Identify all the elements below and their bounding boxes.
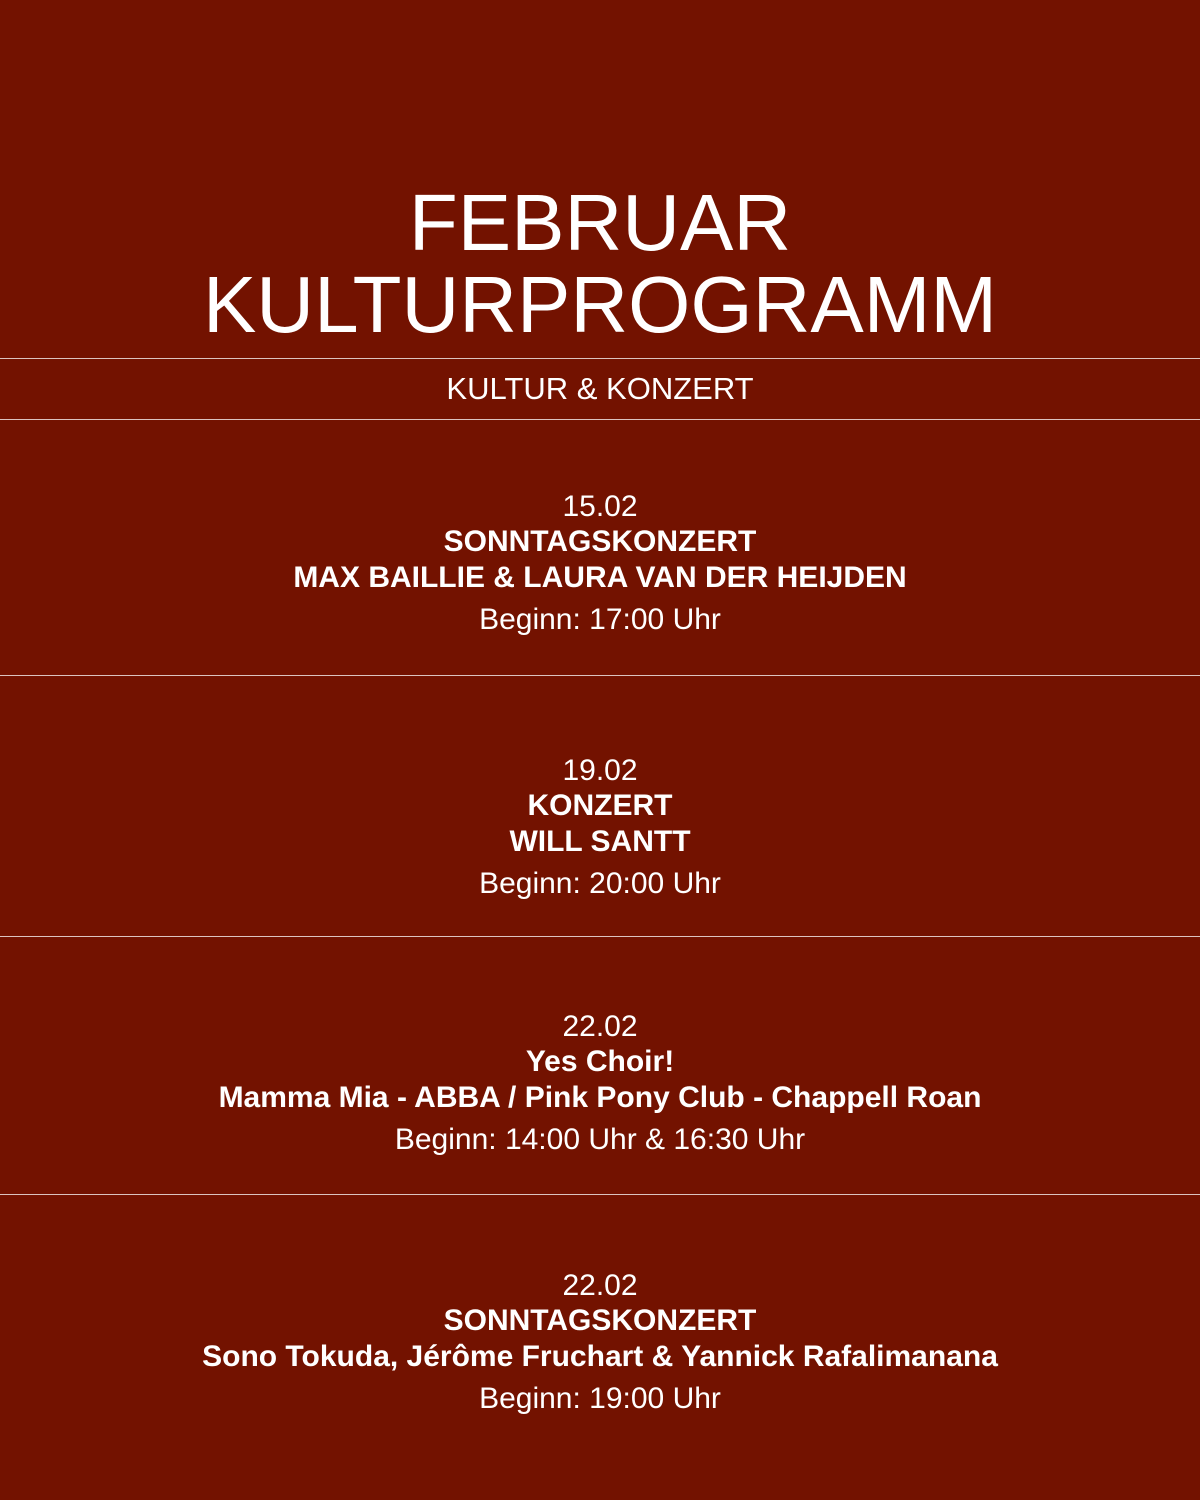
event-time: Beginn: 14:00 Uhr & 16:30 Uhr [394,1123,806,1156]
page-title [0,177,1200,349]
event-time: Beginn: 20:00 Uhr [479,867,721,900]
page-title-line-1: FEBRUAR [408,177,792,267]
event-performer: Mamma Mia - ABBA / Pink Pony Club - Chappell Roan [218,1081,982,1114]
event-item [0,1269,1200,1417]
event-item [0,754,1200,902]
event-date: 22.02 [562,1269,638,1302]
section-label: KULTUR & KONZERT [446,371,754,406]
divider [0,419,1200,420]
page-title-line-2: KULTURPROGRAMM [202,259,998,349]
event-date: 15.02 [562,490,638,523]
event-performer: Sono Tokuda, Jérôme Fruchart & Yannick Rafalimanana [202,1340,998,1373]
event-date: 19.02 [562,754,638,787]
event-performer: WILL SANTT [509,825,691,858]
divider [0,358,1200,359]
event-name: Yes Choir! [525,1045,675,1078]
divider [0,1194,1200,1195]
event-item [0,1010,1200,1158]
event-name: SONNTAGSKONZERT [443,1304,757,1337]
event-performer: MAX BAILLIE & LAURA VAN DER HEIJDEN [293,561,907,594]
event-name: SONNTAGSKONZERT [443,525,757,558]
divider [0,936,1200,937]
event-date: 22.02 [562,1010,638,1043]
event-time: Beginn: 19:00 Uhr [479,1382,721,1415]
divider [0,675,1200,676]
event-time: Beginn: 17:00 Uhr [479,603,721,636]
event-name: KONZERT [527,789,673,822]
event-item [0,490,1200,638]
